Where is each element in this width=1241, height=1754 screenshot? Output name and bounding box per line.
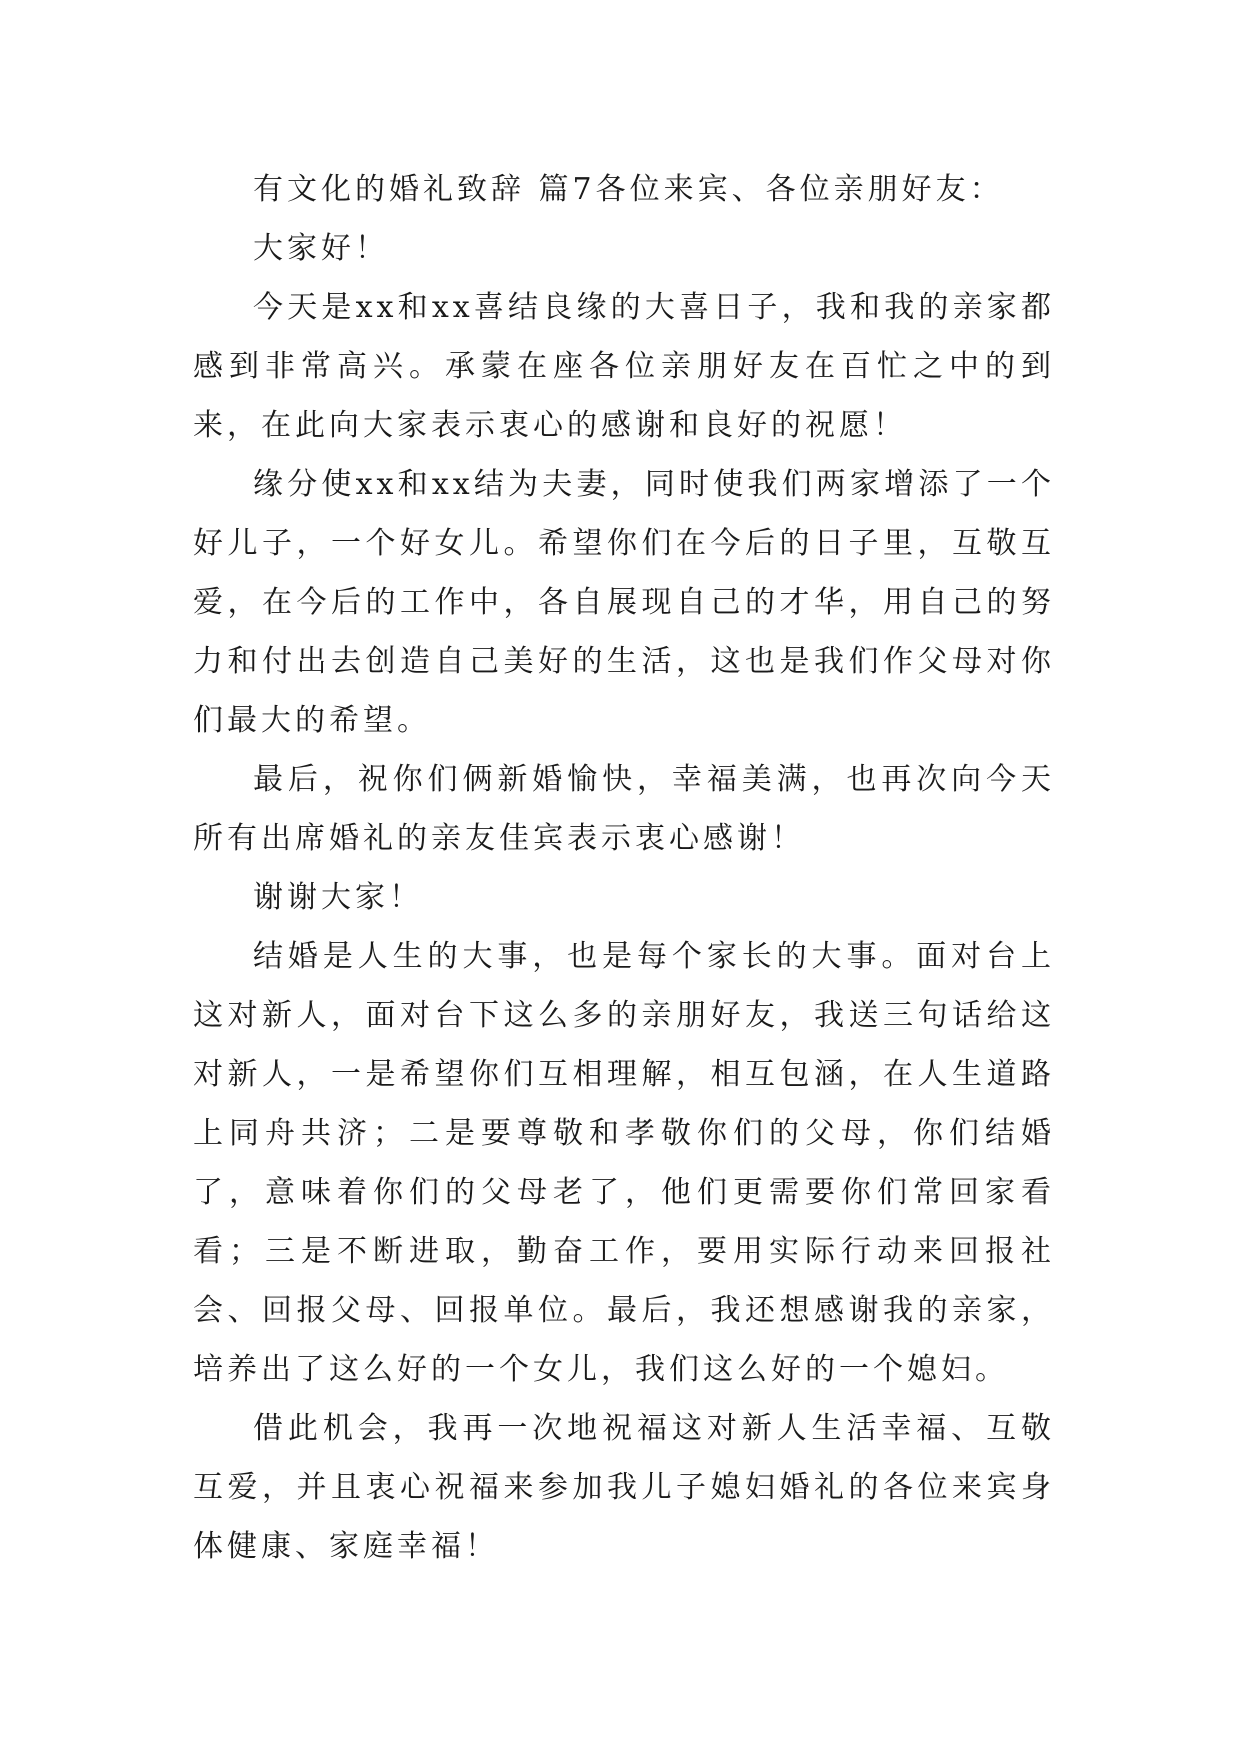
body-paragraph: 今天是xx和xx喜结良缘的大喜日子，我和我的亲家都感到非常高兴。承蒙在座各位亲朋好友在百忙之中的到来，在此向大家表示衷心的感谢和良好的祝愿！ — [193, 290, 1055, 443]
body-paragraph: 缘分使xx和xx结为夫妻，同时使我们两家增添了一个好儿子，一个好女儿。希望你们在今后的日子里，互敬互爱，在今后的工作中，各自展现自己的才华，用自己的努力和付出去创造自己美好的生活，这也是我们作父母对你们最大的希望。 — [193, 467, 1055, 738]
body-paragraph: 借此机会，我再一次地祝福这对新人生活幸福、互敬互爱，并且衷心祝福来参加我儿子媳妇婚礼的各位来宾身体健康、家庭幸福！ — [193, 1411, 1055, 1564]
heading-paragraph: 有文化的婚礼致辞 篇7各位来宾、各位亲朋好友： — [253, 172, 1004, 207]
greeting-paragraph: 大家好！ — [253, 231, 389, 266]
closing-paragraph: 谢谢大家！ — [253, 880, 423, 915]
body-paragraph: 最后，祝你们俩新婚愉快，幸福美满，也再次向今天所有出席婚礼的亲友佳宾表示衷心感谢！ — [193, 762, 1055, 856]
body-paragraph: 结婚是人生的大事，也是每个家长的大事。面对台上这对新人，面对台下这么多的亲朋好友，我送三句话给这对新人，一是希望你们互相理解，相互包涵，在人生道路上同舟共济；二是要尊敬和孝敬你们的父母，你们结婚了，意味着你们的父母老了，他们更需要你们常回家看看；三是不断进取，勤奋工作，要用实际行动来回报社会、回报父母、回报单位。最后，我还想感谢我的亲家，培养出了这么好的一个女儿，我们这么好的一个媳妇。 — [193, 939, 1055, 1387]
document-body — [193, 160, 1055, 1576]
